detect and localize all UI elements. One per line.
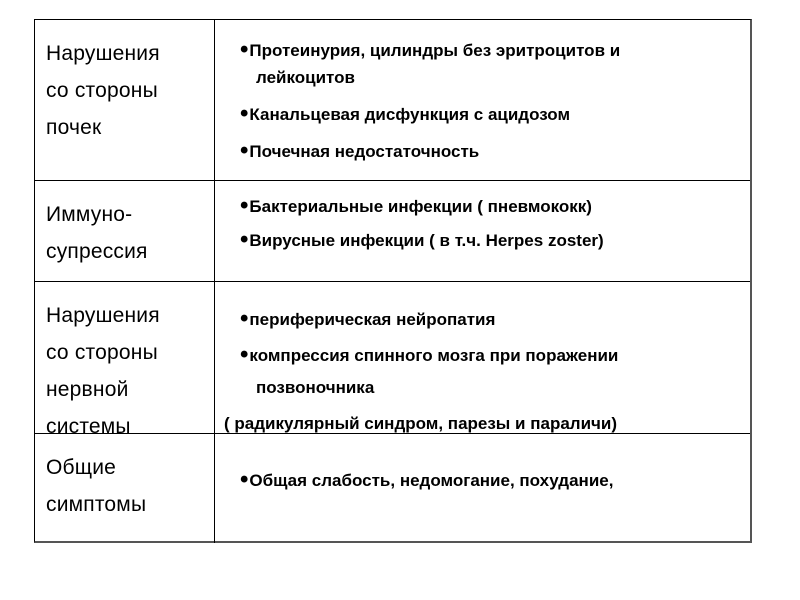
list-item (240, 305, 496, 332)
bullet-icon: • (240, 36, 249, 63)
details-cell (215, 181, 750, 281)
category-line: системы (46, 415, 131, 438)
category-line: почек (46, 116, 102, 139)
table-row-nervous (35, 281, 750, 438)
category-line: Нарушения (46, 42, 160, 65)
item-note: ( радикулярный синдром, парезы и параличи) (224, 414, 618, 433)
list-item (240, 137, 480, 164)
bullet-icon: • (240, 192, 249, 219)
details-cell (215, 282, 750, 433)
category-line: супрессия (46, 240, 148, 263)
category-line: со стороны (46, 79, 158, 102)
category-line: со стороны (46, 341, 158, 364)
category-cell (35, 434, 215, 543)
symptoms-table (34, 19, 752, 543)
table-row-kidney (35, 20, 750, 180)
item-text: Общая слабость, недомогание, похудание, (249, 471, 614, 490)
list-item (240, 100, 571, 127)
category-line: Иммуно- (46, 203, 133, 226)
bullet-icon: • (240, 226, 249, 253)
category-cell (35, 181, 215, 281)
category-line: Общие (46, 456, 117, 479)
details-cell (215, 434, 750, 543)
details-cell (215, 20, 750, 180)
bullet-icon: • (240, 100, 249, 127)
bullet-icon: • (240, 305, 249, 332)
list-item (240, 226, 604, 253)
item-text: Бактериальные инфекции ( пневмококк) (249, 197, 592, 216)
category-cell (35, 282, 215, 438)
item-continuation: лейкоцитов (256, 68, 355, 87)
list-item (240, 36, 621, 63)
item-text: Почечная недостаточность (249, 142, 480, 161)
list-item (240, 192, 592, 219)
table-row-immuno (35, 180, 750, 281)
category-line: симптомы (46, 493, 147, 516)
item-text: Канальцевая дисфункция с ацидозом (249, 105, 571, 124)
bullet-icon: • (240, 341, 249, 368)
item-text: периферическая нейропатия (249, 310, 496, 329)
category-cell (35, 20, 215, 180)
item-continuation: позвоночника (256, 378, 375, 397)
list-item (240, 341, 619, 368)
bullet-icon: • (240, 137, 249, 164)
category-line: Нарушения (46, 304, 160, 327)
item-text: компрессия спинного мозга при поражении (249, 346, 619, 365)
bullet-icon: • (240, 466, 249, 493)
item-text: Вирусные инфекции ( в т.ч. Herpes zoster) (249, 231, 604, 250)
item-text: Протеинурия, цилиндры без эритроцитов и (249, 41, 621, 60)
category-line: нервной (46, 378, 129, 401)
list-item (240, 466, 614, 493)
table-row-general (35, 433, 750, 543)
